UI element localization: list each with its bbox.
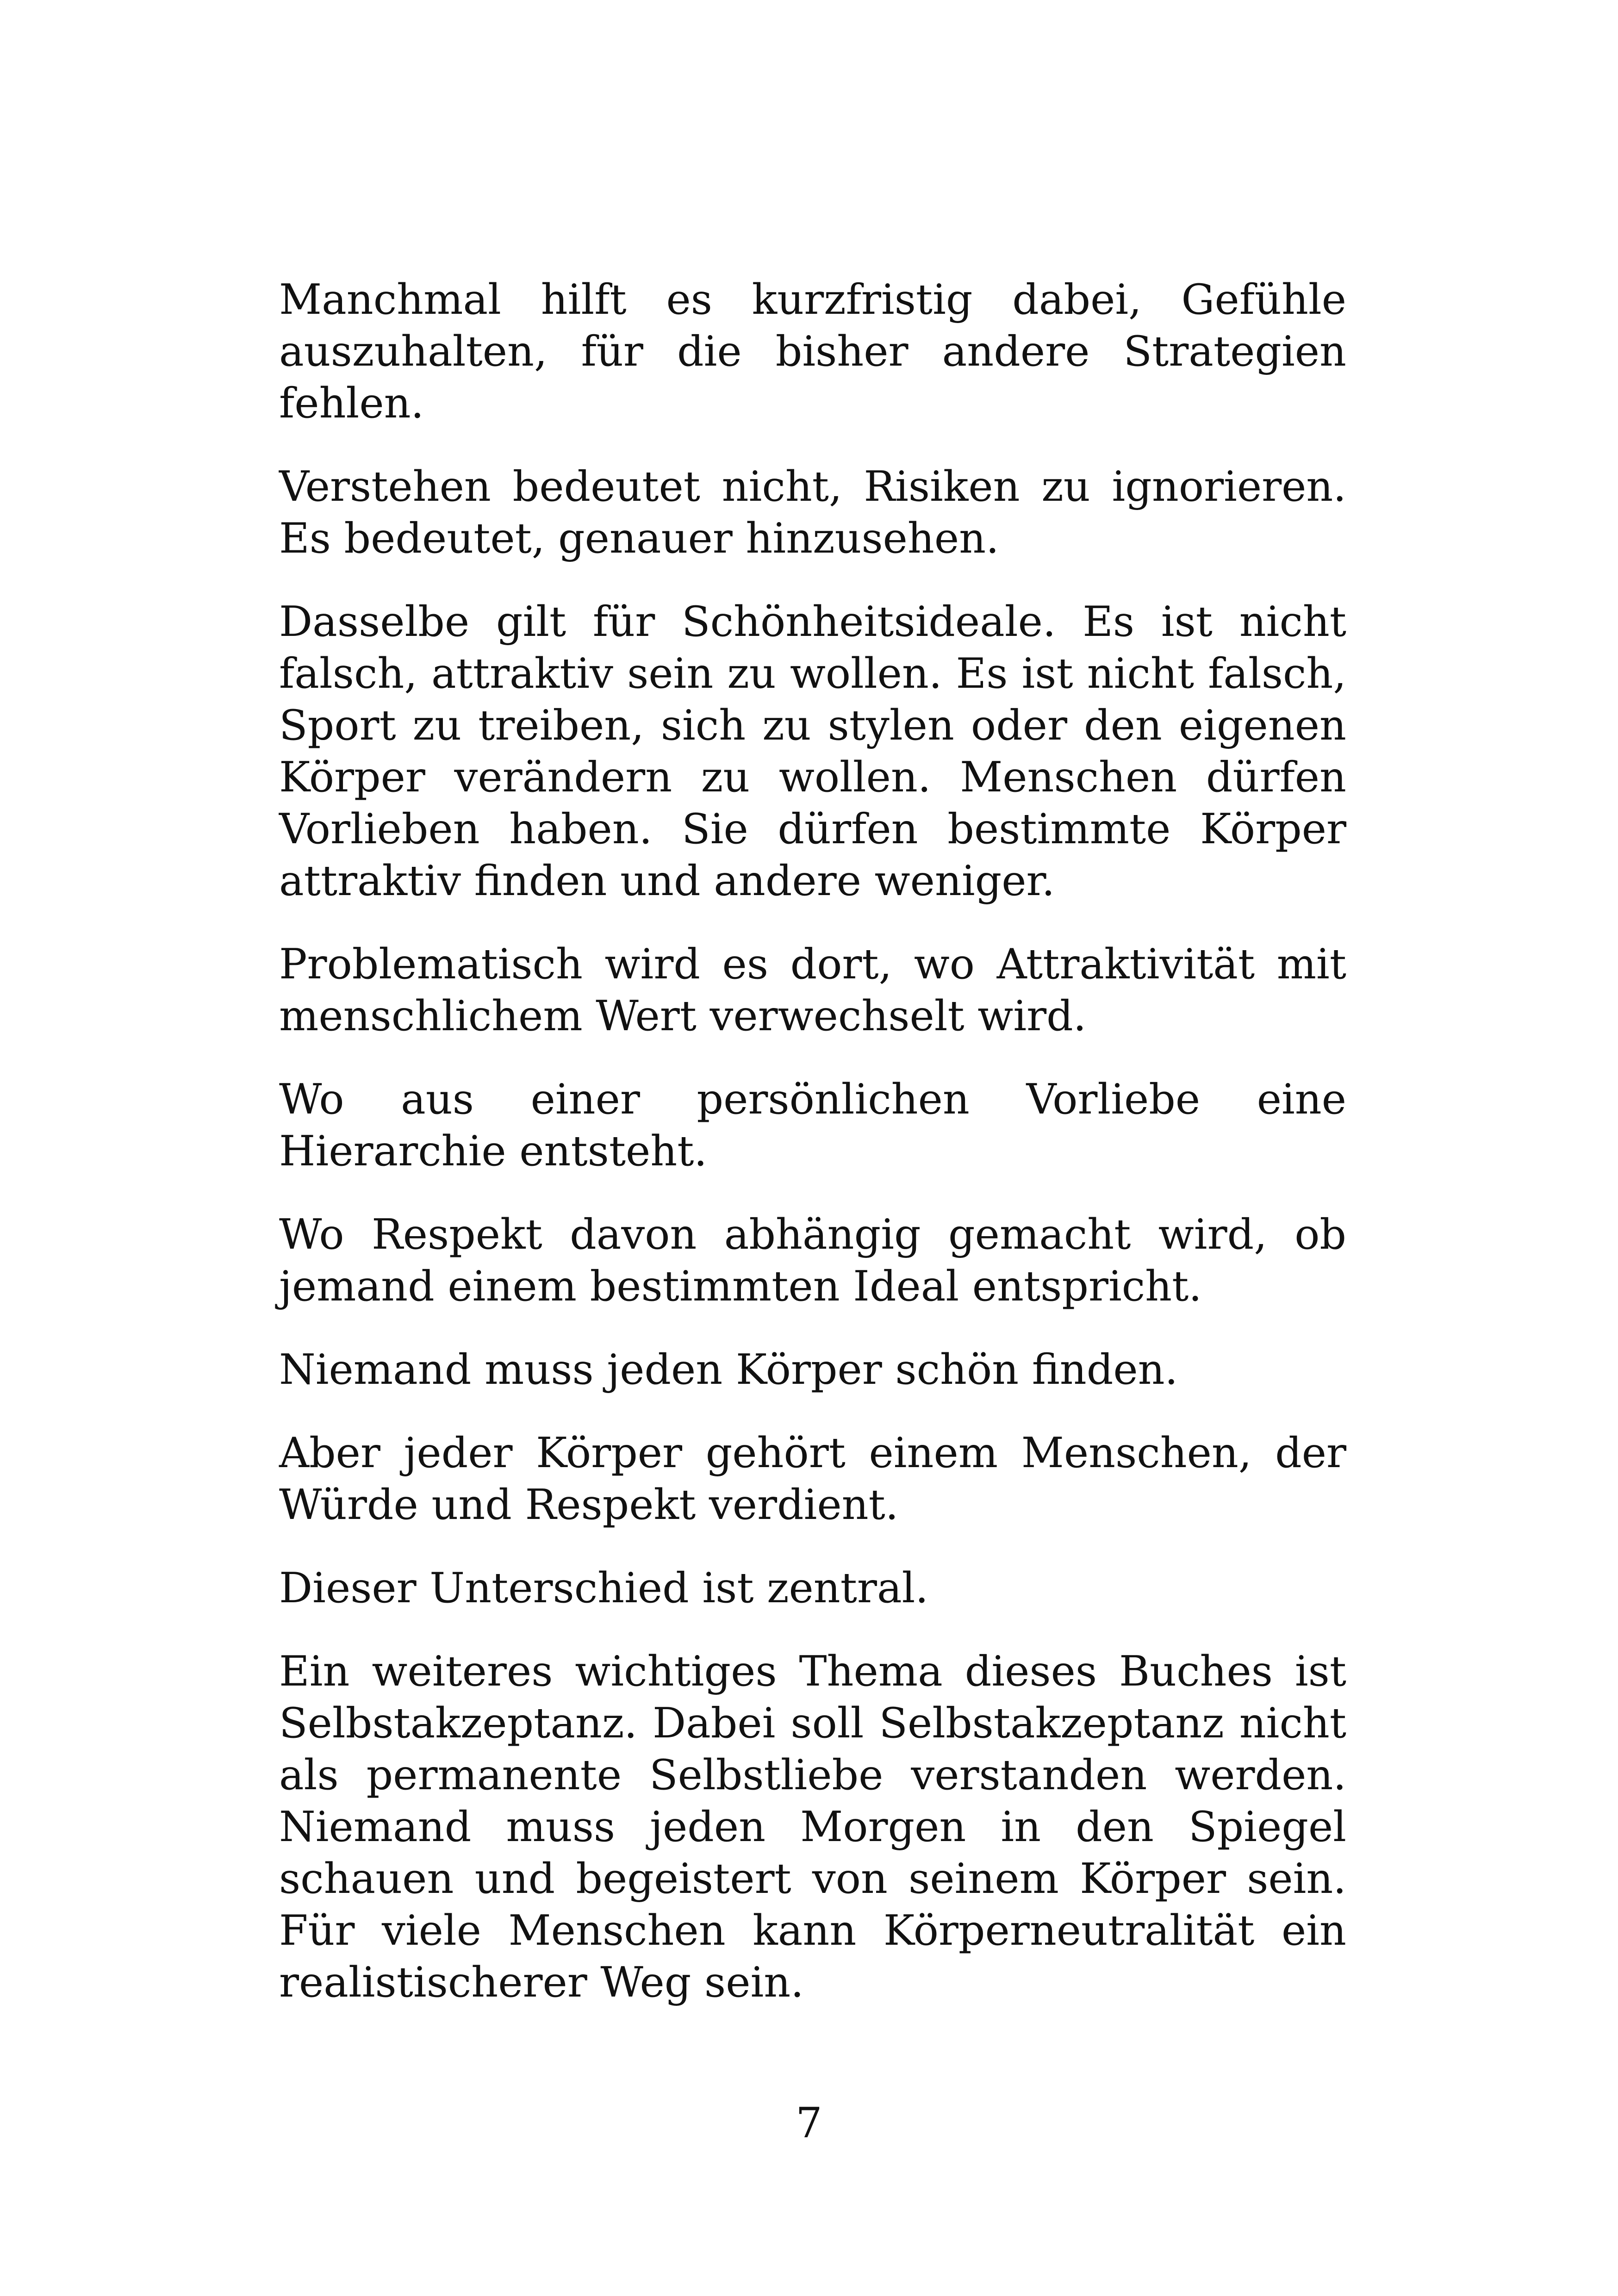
paragraph: Aber jeder Körper gehört einem Menschen, der Würde und Respekt verdient. xyxy=(279,1429,1346,1529)
paragraph: Problematisch wird es dort, wo Attraktivität mit menschlichem Wert verwechselt wird. xyxy=(279,940,1346,1040)
paragraph: Wo Respekt davon abhängig gemacht wird, ob jemand einem bestimmten Ideal entspricht. xyxy=(279,1210,1346,1311)
paragraph: Dieser Unterschied ist zentral. xyxy=(279,1564,928,1612)
paragraph: Manchmal hilft es kurzfristig dabei, Gefühle auszuhalten, für die bisher andere Strategien fehlen. xyxy=(279,275,1346,428)
paragraph: Ein weiteres wichtiges Thema dieses Buches ist Selbstakzeptanz. Dabei soll Selbstakzeptanz nicht als permanente Selbstliebe verstanden werden. Niemand muss jeden Morgen in den Spiegel schauen und begeistert von seinem Körper sein. Für viele Menschen kann Körperneutralität ein realistischerer Weg sein. xyxy=(279,1647,1346,2007)
paragraph: Verstehen bedeutet nicht, Risiken zu ignorieren. Es bedeutet, genauer hinzusehen. xyxy=(279,462,1346,563)
page-number: 7 xyxy=(796,2099,822,2147)
paragraph: Niemand muss jeden Körper schön finden. xyxy=(279,1345,1178,1394)
body-text xyxy=(279,274,1346,2009)
paragraph: Dasselbe gilt für Schönheitsideale. Es ist nicht falsch, attraktiv sein zu wollen. Es ist nicht falsch, Sport zu treiben, sich zu stylen oder den eigenen Körper verändern zu wollen. Menschen dürfen Vorlieben haben. Sie dürfen bestimmte Körper attraktiv finden und andere weniger. xyxy=(279,597,1346,905)
paragraph: Wo aus einer persönlichen Vorliebe eine Hierarchie entsteht. xyxy=(279,1075,1346,1176)
